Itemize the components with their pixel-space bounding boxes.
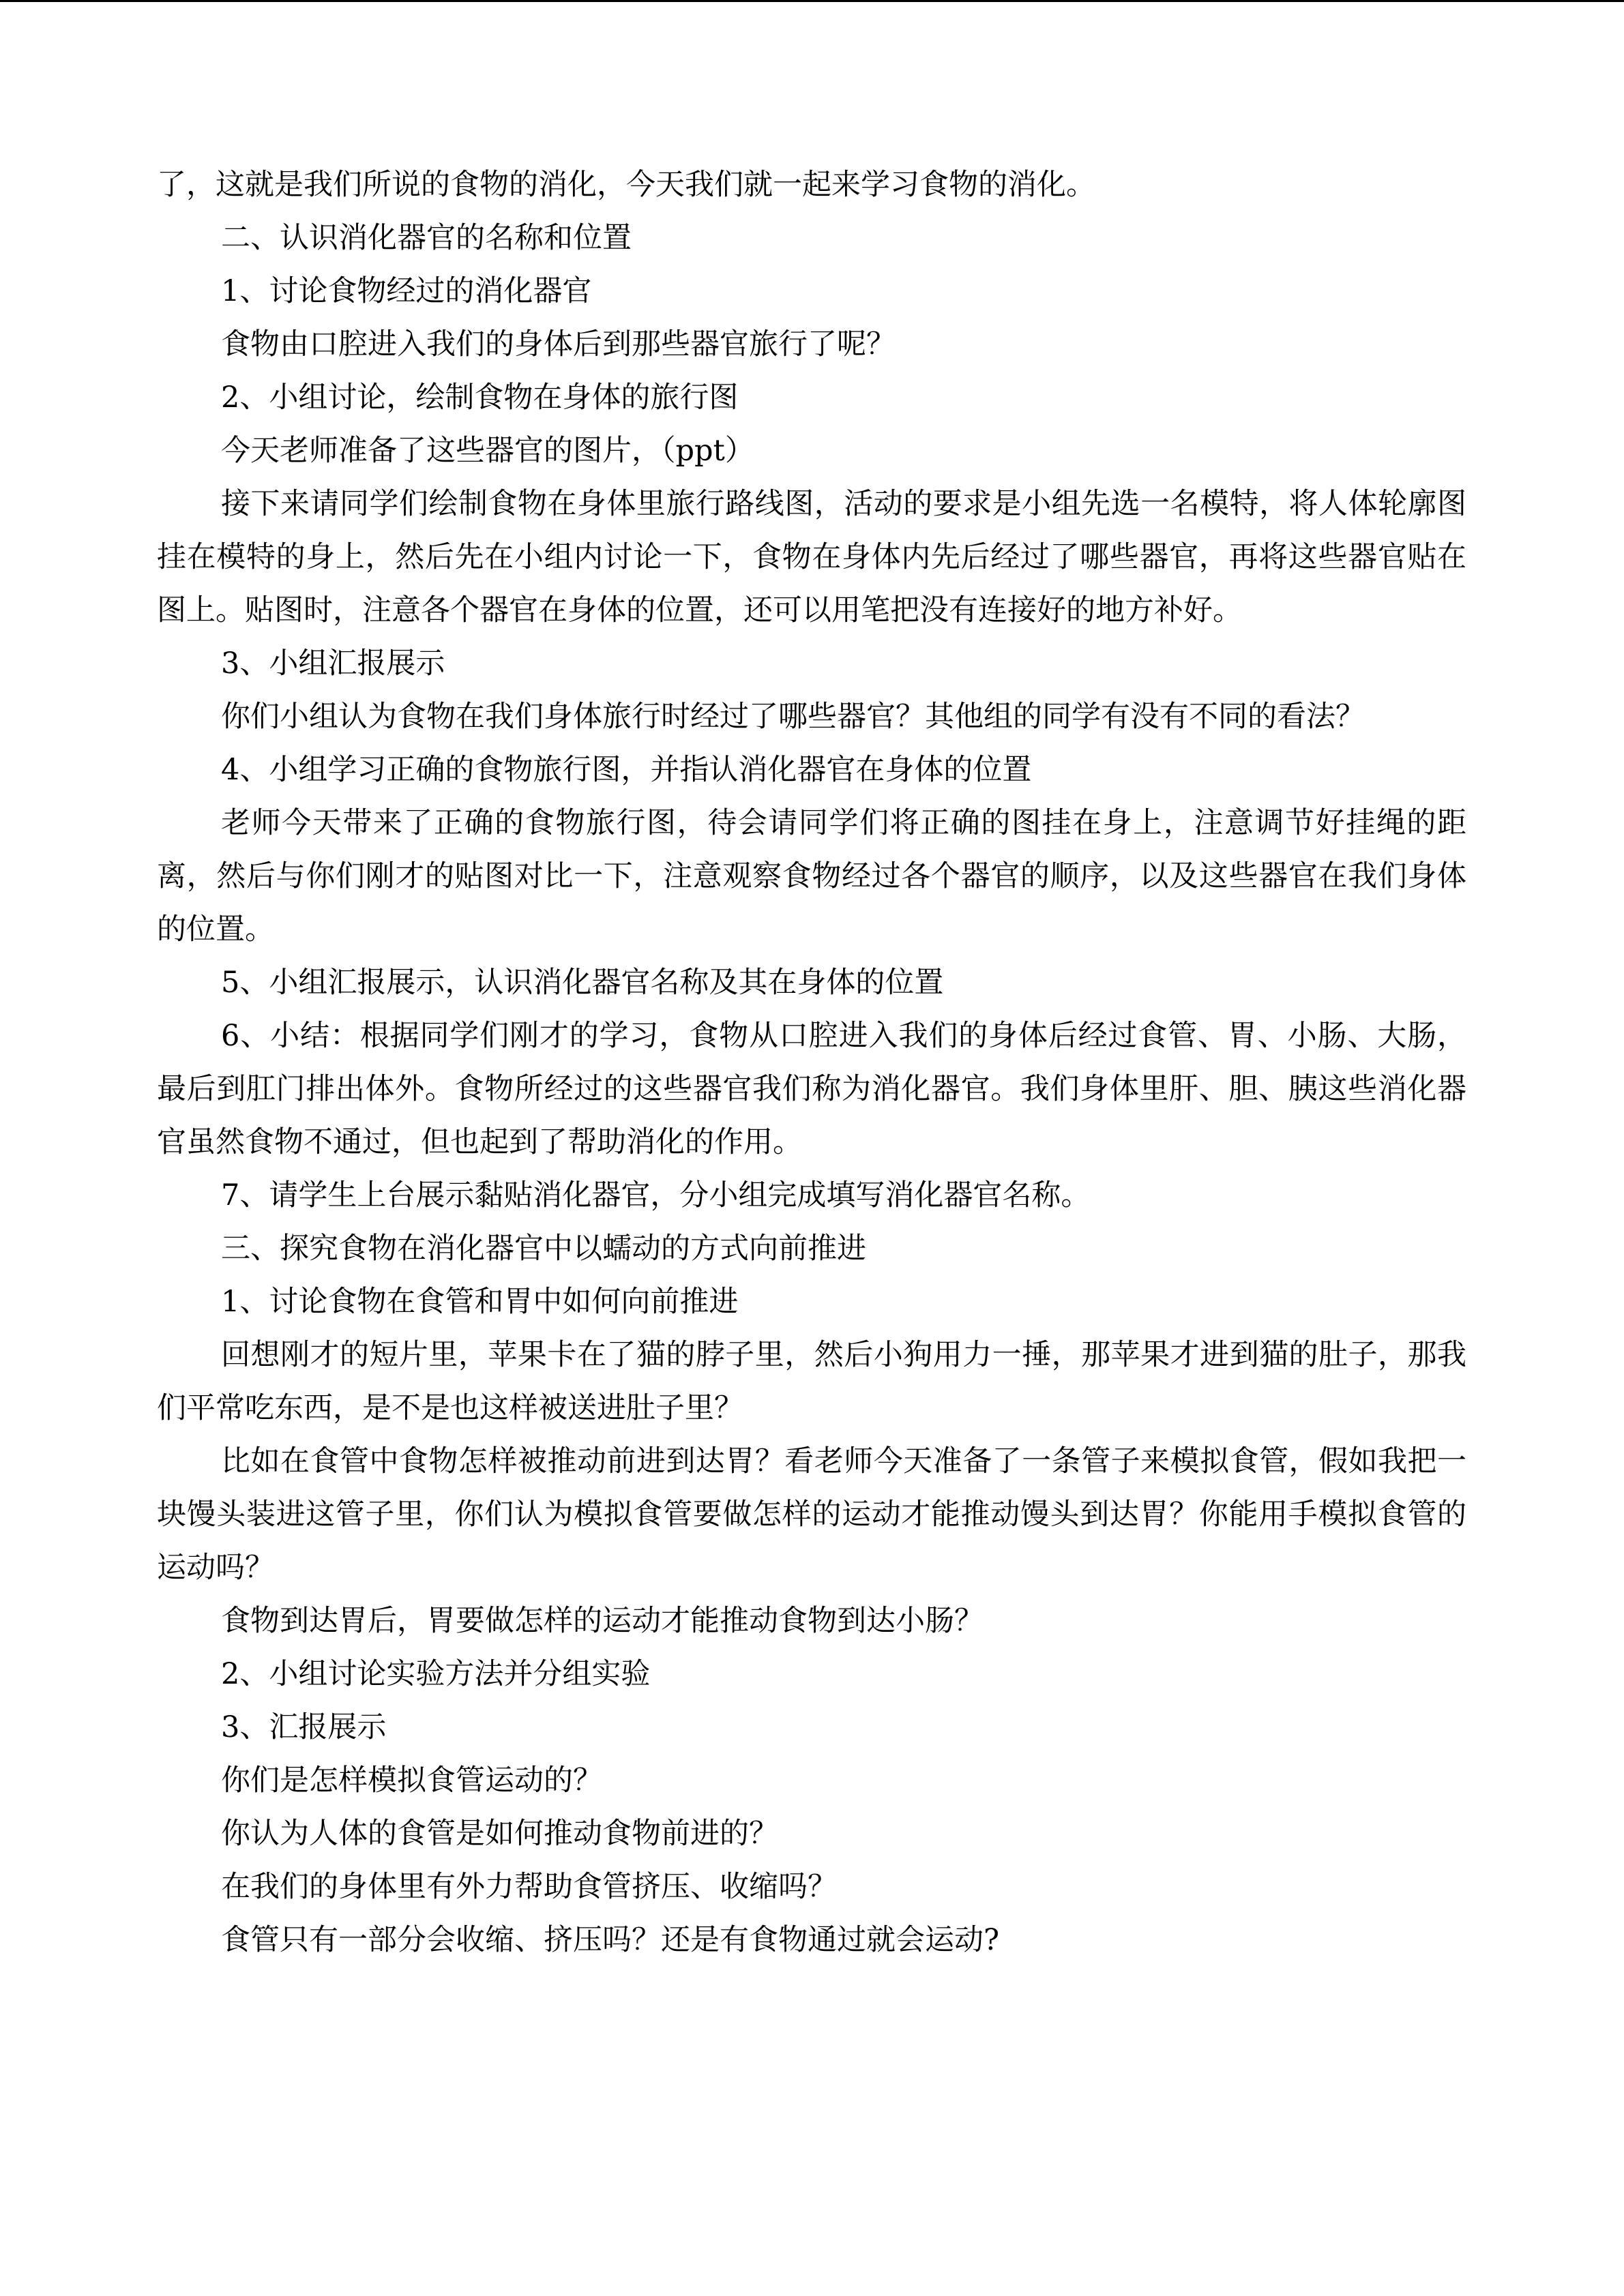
- step-heading: 5、小组汇报展示，认识消化器官名称及其在身体的位置: [221, 966, 944, 1000]
- document-body: [157, 158, 1466, 1967]
- question-line: 你认为人体的食管是如何推动食物前进的？: [221, 1817, 778, 1851]
- paragraph: 你们小组认为食物在我们身体旅行时经过了哪些器官？其他组的同学有没有不同的看法？: [221, 700, 1365, 734]
- top-border-line: [0, 0, 1624, 2]
- step-heading: 2、小组讨论，绘制食物在身体的旅行图: [221, 381, 739, 415]
- question-line: 食管只有一部分会收缩、挤压吗？还是有食物通过就会运动?: [221, 1923, 1000, 1957]
- paragraph: 回想刚才的短片里，苹果卡在了猫的脖子里，然后小狗用力一捶，那苹果才进到猫的肚子，那我们平常吃东西，是不是也这样被送进肚子里？: [157, 1338, 1466, 1425]
- step-heading: 7、请学生上台展示黏贴消化器官，分小组完成填写消化器官名称。: [221, 1178, 1091, 1212]
- section-heading: 二、认识消化器官的名称和位置: [221, 221, 632, 255]
- section-heading: 三、探究食物在消化器官中以蠕动的方式向前推进: [221, 1232, 866, 1266]
- paragraph: 老师今天带来了正确的食物旅行图，待会请同学们将正确的图挂在身上，注意调节好挂绳的距离，然后与你们刚才的贴图对比一下，注意观察食物经过各个器官的顺序，以及这些器官在我们身体的位置。: [157, 806, 1466, 946]
- step-heading: 3、汇报展示: [221, 1710, 387, 1744]
- paragraph: 食物到达胃后，胃要做怎样的运动才能推动食物到达小肠？: [221, 1604, 984, 1638]
- paragraph: 了，这就是我们所说的食物的消化，今天我们就一起来学习食物的消化。: [157, 168, 1095, 202]
- question-line: 在我们的身体里有外力帮助食管挤压、收缩吗？: [221, 1870, 837, 1904]
- step-heading: 4、小组学习正确的食物旅行图，并指认消化器官在身体的位置: [221, 753, 1032, 787]
- step-heading: 1、讨论食物经过的消化器官: [221, 274, 592, 308]
- summary-paragraph: 6、小结：根据同学们刚才的学习，食物从口腔进入我们的身体后经过食管、胃、小肠、大肠，最后到肛门排出体外。食物所经过的这些器官我们称为消化器官。我们身体里肝、胆、胰这些消化器官虽然食物不通过，但也起到了帮助消化的作用。: [157, 1019, 1466, 1159]
- question-line: 你们是怎样模拟食管运动的？: [221, 1763, 602, 1798]
- paragraph: 食物由口腔进入我们的身体后到那些器官旅行了呢？: [221, 327, 896, 361]
- paragraph: 接下来请同学们绘制食物在身体里旅行路线图，活动的要求是小组先选一名模特，将人体轮廓图挂在模特的身上，然后先在小组内讨论一下，食物在身体内先后经过了哪些器官，再将这些器官贴在图上。贴图时，注意各个器官在身体的位置，还可以用笔把没有连接好的地方补好。: [157, 487, 1466, 627]
- paragraph: 今天老师准备了这些器官的图片，（ppt）: [221, 434, 754, 468]
- paragraph: 比如在食管中食物怎样被推动前进到达胃？看老师今天准备了一条管子来模拟食管，假如我把一块馒头装进这管子里，你们认为模拟食管要做怎样的运动才能推动馒头到达胃？你能用手模拟食管的运动吗？: [157, 1444, 1466, 1585]
- step-heading: 3、小组汇报展示: [221, 646, 445, 681]
- step-heading: 1、讨论食物在食管和胃中如何向前推进: [221, 1285, 739, 1319]
- step-heading: 2、小组讨论实验方法并分组实验: [221, 1657, 651, 1691]
